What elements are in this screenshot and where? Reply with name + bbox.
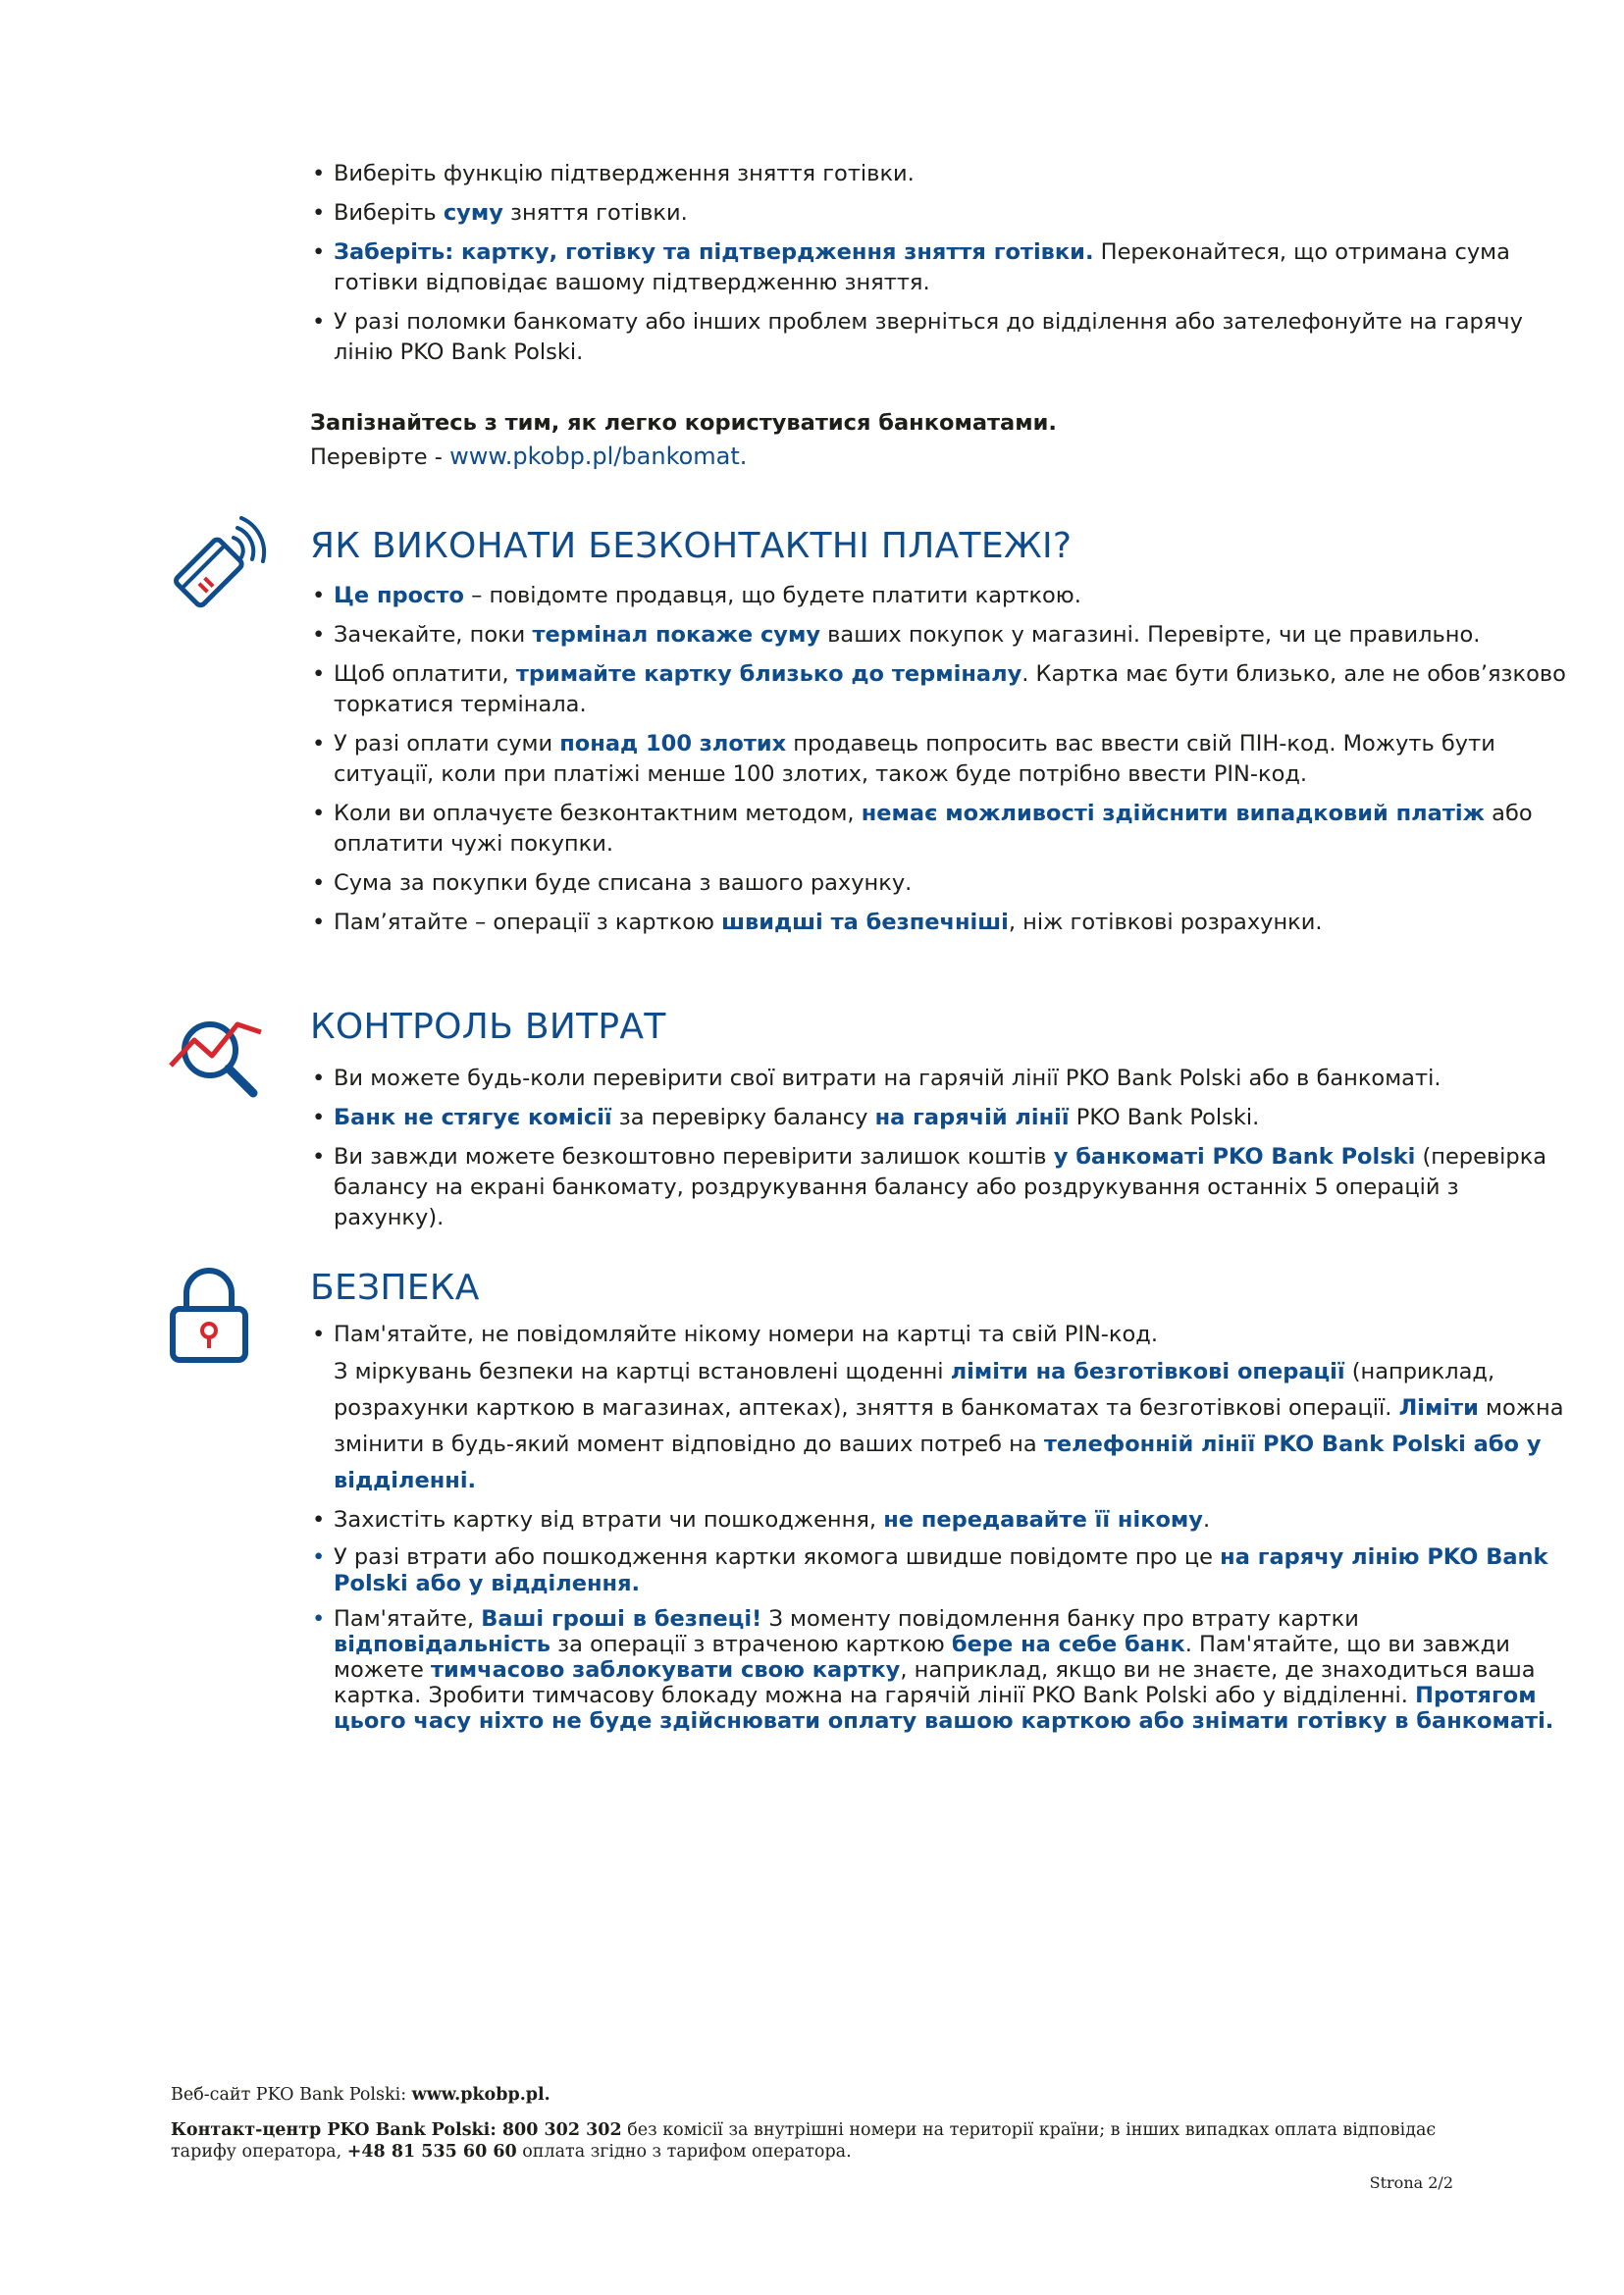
- footer: [171, 2084, 1446, 2176]
- list-item: • Сума за покупки буде списана з вашого рахунку.: [310, 868, 1566, 899]
- atm-note-heading: Запізнайтесь з тим, як легко користуватися банкоматами.: [310, 410, 1057, 436]
- list-item: • Ви завжди можете безкоштовно перевірити залишок коштів у банкоматі PKO Bank Polski (перевірка балансу на екрані банкомату, роздрукування балансу або роздрукування останніх 5 операцій з рахунку).: [310, 1142, 1566, 1233]
- footer-contact: Контакт-центр PKO Bank Polski: 800 302 302 без комісії за внутрішні номери на території країни; в інших випадках оплата відповідає тарифу оператора, +48 81 535 60 60 оплата згідно з тарифом оператора.: [171, 2120, 1437, 2162]
- spending-magnifier-icon: [165, 1003, 267, 1105]
- list-item: • Пам'ятайте, Ваші гроші в безпеці! З моменту повідомлення банку про втрату картки відповідальність за операції з втраченою карткою бере на себе банк. Пам'ятайте, що ви завжди можете тимчасово заблокувати свою картку, наприклад, якщо ви не знаєте, де знаходиться ваша картка. Зробити тимчасову блокаду можна на гарячій лінії PKO Bank Polski або у відділенні. Протягом цього часу ніхто не буде здійснювати оплату вашою карткою або знімати готівку в банкоматі.: [310, 1606, 1566, 1734]
- list-item: • Пам'ятайте, не повідомляйте нікому номери на картці та свій PIN-код.: [310, 1320, 1566, 1350]
- atm-note-link-line: Перевірте - www.pkobp.pl/bankomat.: [310, 443, 748, 470]
- list-item: • Ви можете будь-коли перевірити свої витрати на гарячій лінії PKO Bank Polski або в банкоматі.: [310, 1064, 1566, 1094]
- atm-link[interactable]: www.pkobp.pl/bankomat.: [449, 443, 748, 470]
- list-item: • Виберіть суму зняття готівки.: [310, 198, 1566, 229]
- page-number: Strona 2/2: [1369, 2173, 1453, 2192]
- list-item: • Виберіть функцію підтвердження зняття готівки.: [310, 159, 1566, 189]
- list-item: • Пам’ятайте – операції з карткою швидші та безпечніші, ніж готівкові розрахунки.: [310, 908, 1566, 938]
- footer-website-link[interactable]: www.pkobp.pl.: [411, 2085, 550, 2105]
- padlock-icon: [165, 1266, 253, 1364]
- section-title-contactless: ЯК ВИКОНАТИ БЕЗКОНТАКТНІ ПЛАТЕЖІ?: [310, 526, 1073, 566]
- atm-steps-list: [310, 159, 1566, 377]
- atm-note: [310, 406, 1566, 474]
- list-item: • Банк не стягує комісії за перевірку балансу на гарячій лінії PKO Bank Polski.: [310, 1103, 1566, 1133]
- spending-list: [310, 1064, 1566, 1242]
- list-item: • У разі поломки банкомату або інших проблем зверніться до відділення або зателефонуйте на гарячу лінію PKO Bank Polski.: [310, 307, 1566, 368]
- footer-website: Веб-сайт PKO Bank Polski: www.pkobp.pl.: [171, 2085, 550, 2105]
- section-title-security: БЕЗПЕКА: [310, 1268, 480, 1308]
- list-item: • Зачекайте, поки термінал покаже суму ваших покупок у магазині. Перевірте, чи це правильно.: [310, 620, 1566, 651]
- list-item: • У разі оплати суми понад 100 злотих продавець попросить вас ввести свій ПІН-код. Можуть бути ситуації, коли при платіжі менше 100 злотих, також буде потрібно ввести PIN-код.: [310, 729, 1566, 790]
- list-item: • Заберіть: картку, готівку та підтвердження зняття готівки. Переконайтеся, що отримана сума готівки відповідає вашому підтвердженню зняття.: [310, 237, 1566, 298]
- list-item: • Захистіть картку від втрати чи пошкодження, не передавайте її нікому.: [310, 1505, 1566, 1536]
- security-limits-paragraph: З міркувань безпеки на картці встановлені щоденні ліміти на безготівкові операції (наприклад, розрахунки карткою в магазинах, аптеках), зняття в банкоматах та безготівкові операції. Ліміти можна змінити в будь-який момент відповідно до ваших потреб на телефонній лінії PKO Bank Polski або у відділенні.: [334, 1359, 1564, 1493]
- security-content: [310, 1320, 1566, 1743]
- list-item: • У разі втрати або пошкодження картки якомога швидше повідомте про це на гарячу лінію PKO Bank Polski або у відділення.: [310, 1544, 1566, 1597]
- section-title-spending: КОНТРОЛЬ ВИТРАТ: [310, 1007, 666, 1047]
- list-item: • Коли ви оплачуєте безконтактним методом, немає можливості здійснити випадковий платіж або оплатити чужі покупки.: [310, 799, 1566, 860]
- list-item: • Щоб оплатити, тримайте картку близько до терміналу. Картка має бути близько, але не обов’язково торкатися термінала.: [310, 659, 1566, 720]
- list-item: • Це просто – повідомте продавця, що будете платити карткою.: [310, 581, 1566, 611]
- contactless-card-icon: [165, 512, 267, 614]
- contactless-list: [310, 581, 1566, 947]
